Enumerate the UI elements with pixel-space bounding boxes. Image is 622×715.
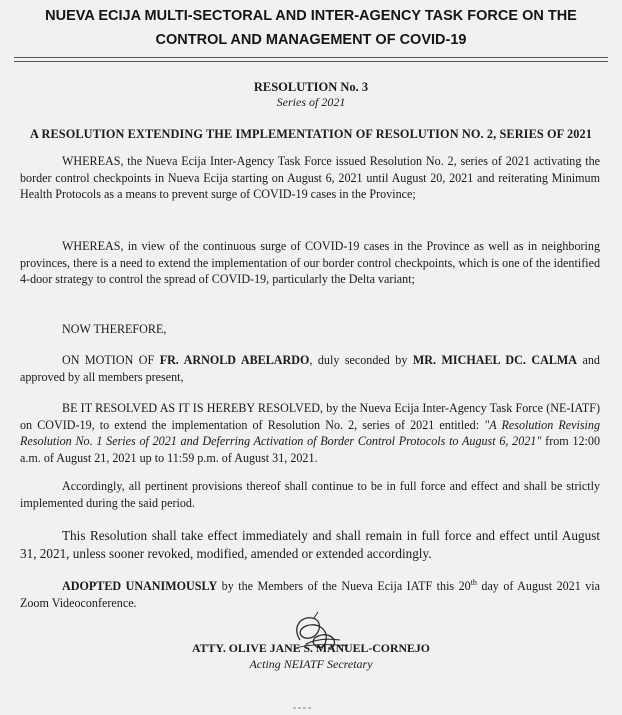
whereas-paragraph-1: WHEREAS, the Nueva Ecija Inter-Agency Task Force issued Resolution No. 2, series of 2021 activating the border control checkpoints in Nueva Ecija starting on August 6, 2021 until August 20, 2021 and reiterating Minimum Health Protocols as a means to prevent surge of COVID-19 cases in the Province; [20, 154, 600, 202]
adopted-paragraph [20, 578, 600, 611]
resolved-quoted-title: "A Resolution Revising Resolution No. 1 Series of 2021 and Deferring Activation of Border Control Protocols to August 6, 2021" [20, 417, 601, 449]
resolution-number: RESOLUTION No. 3 [253, 80, 369, 94]
resolved-paragraph [20, 400, 600, 466]
resolution-series: Series of 2021 [276, 95, 346, 109]
now-therefore-line: NOW THEREFORE, [62, 322, 167, 336]
motion-suffix: and approved by all members present, [20, 353, 600, 384]
scan-mark [292, 706, 312, 710]
ordinal-suffix: th [470, 577, 477, 587]
whereas-paragraph-2: WHEREAS, in view of the continuous surge of COVID-19 cases in the Province as well as in neighboring provinces, there is a need to extend the implementation of our border control checkpoints, which is one of the identified 4-door strategy to control the spread of COVID-19, particularly the Delta variant; [20, 239, 600, 287]
header-rule-bottom [14, 61, 608, 62]
org-line-1: NUEVA ECIJA MULTI-SECTORAL AND INTER-AGENCY TASK FORCE ON THE [45, 8, 577, 24]
resolved-main-text: BE IT RESOLVED AS IT IS HEREBY RESOLVED, by the Nueva Ecija Inter-Agency Task Force (NE-IATF) on COVID-19, to extend the implementation of Resolution No. 2, series of 2021 entitled: [20, 401, 600, 432]
effectivity-paragraph: This Resolution shall take effect immediately and shall remain in full force and effect until August 31, 2021, unless sooner revoked, modified, amended or extended accordingly. [20, 528, 600, 561]
adopted-text: by the Members of the Nueva Ecija IATF this 20 [217, 579, 471, 593]
organization-header [20, 4, 602, 52]
adopted-text-end: day of August 2021 via Zoom Videoconference. [20, 579, 601, 610]
motion-seconder: MR. MICHAEL DC. CALMA [412, 353, 578, 367]
adopted-unanimously: ADOPTED UNANIMOUSLY [62, 579, 218, 593]
signatory-title: Acting NEIATF Secretary [249, 657, 373, 671]
resolved-tail-text: from 12:00 a.m. of August 21, 2021 up to 11:59 p.m. of August 31, 2021. [20, 434, 600, 465]
header-rule-top [14, 57, 608, 58]
accordingly-paragraph: Accordingly, all pertinent provisions thereof shall continue to be in full force and effect and shall be strictly implemented during the said period. [20, 479, 600, 510]
motion-mover: FR. ARNOLD ABELARDO [159, 353, 310, 367]
org-line-2: CONTROL AND MANAGEMENT OF COVID-19 [155, 32, 467, 48]
motion-paragraph [20, 352, 600, 385]
resolution-title: A RESOLUTION EXTENDING THE IMPLEMENTATION OF RESOLUTION NO. 2, SERIES OF 2021 [30, 127, 592, 141]
motion-prefix: ON MOTION OF [62, 353, 160, 367]
signatory-name: ATTY. OLIVE JANE S. MANUEL-CORNEJO [192, 641, 430, 655]
motion-middle: , duly seconded by [309, 353, 413, 367]
